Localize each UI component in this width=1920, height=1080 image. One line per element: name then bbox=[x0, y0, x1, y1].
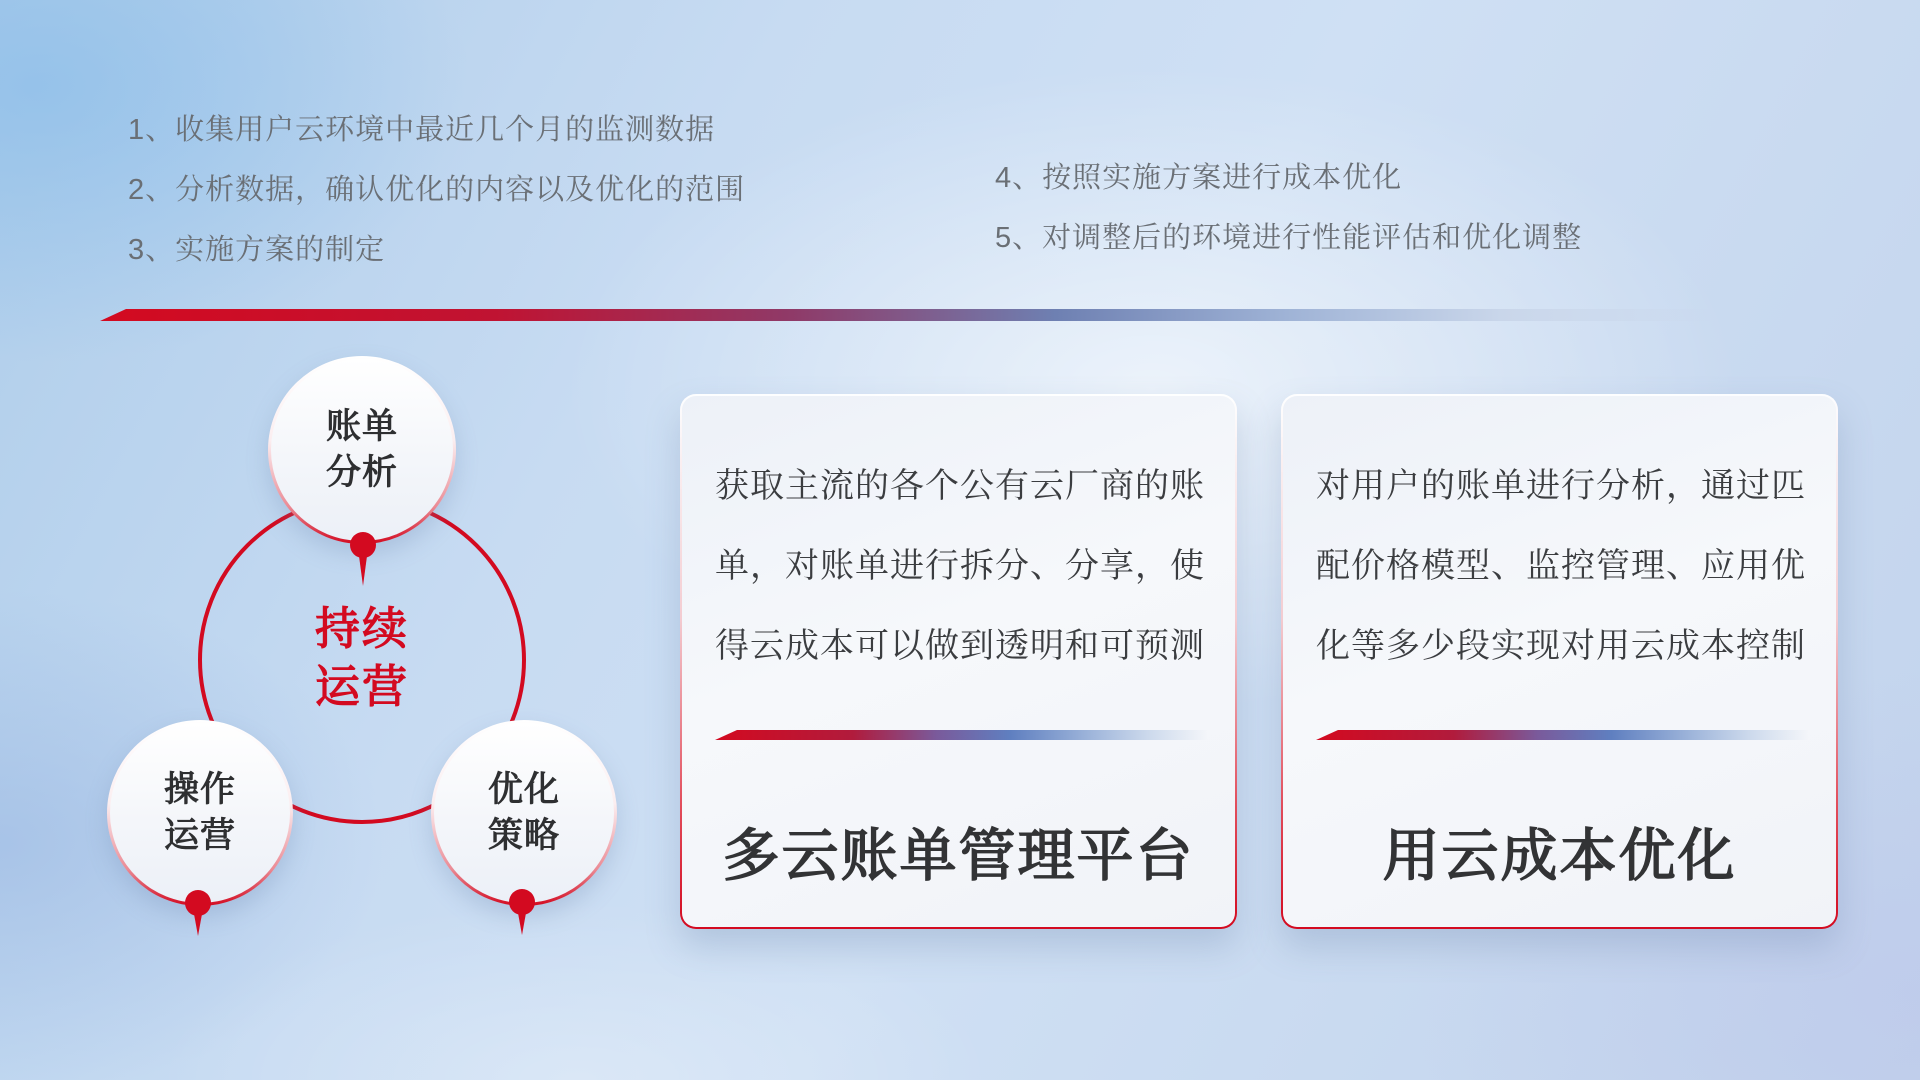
cycle-node-operation: 操作 运营 bbox=[107, 720, 293, 906]
connector-pointer-bottom-right bbox=[518, 913, 526, 935]
card-multicloud-bill-platform bbox=[680, 394, 1237, 929]
card-underline-gradient bbox=[1316, 730, 1808, 740]
steps-list-left bbox=[128, 100, 745, 280]
card-underline-gradient bbox=[715, 730, 1207, 740]
step-item-2: 2、分析数据，确认优化的内容以及优化的范围 bbox=[128, 174, 746, 206]
card-cloud-cost-optimization bbox=[1281, 394, 1838, 929]
card-title: 用云成本优化 bbox=[1382, 824, 1737, 888]
cycle-center-label: 持续 运营 bbox=[314, 603, 409, 712]
steps-list-right bbox=[995, 148, 1582, 268]
step-item-3: 3、实施方案的制定 bbox=[128, 234, 386, 266]
connector-dot-top bbox=[350, 532, 376, 558]
connector-dot-bottom-left bbox=[185, 890, 211, 916]
step-item-5: 5、对调整后的环境进行性能评估和优化调整 bbox=[995, 222, 1583, 254]
connector-dot-bottom-right bbox=[509, 889, 535, 915]
card-body-text: 获取主流的各个公有云厂商的账单，对账单进行拆分、分享，使得云成本可以做到透明和可预测 bbox=[715, 467, 1205, 665]
card-title: 多云账单管理平台 bbox=[722, 824, 1195, 888]
connector-pointer-bottom-left bbox=[194, 914, 202, 936]
connector-pointer-top bbox=[359, 556, 367, 586]
step-item-4: 4、按照实施方案进行成本优化 bbox=[995, 162, 1403, 194]
cycle-node-bill-analysis: 账单 分析 bbox=[268, 356, 456, 544]
card-body-text: 对用户的账单进行分析，通过匹配价格模型、监控管理、应用优化等多少段实现对用云成本控制 bbox=[1316, 467, 1806, 665]
section-divider-line bbox=[100, 309, 1748, 321]
step-item-1: 1、收集用户云环境中最近几个月的监测数据 bbox=[128, 114, 716, 146]
cycle-node-optimization-strategy: 优化 策略 bbox=[431, 720, 617, 906]
